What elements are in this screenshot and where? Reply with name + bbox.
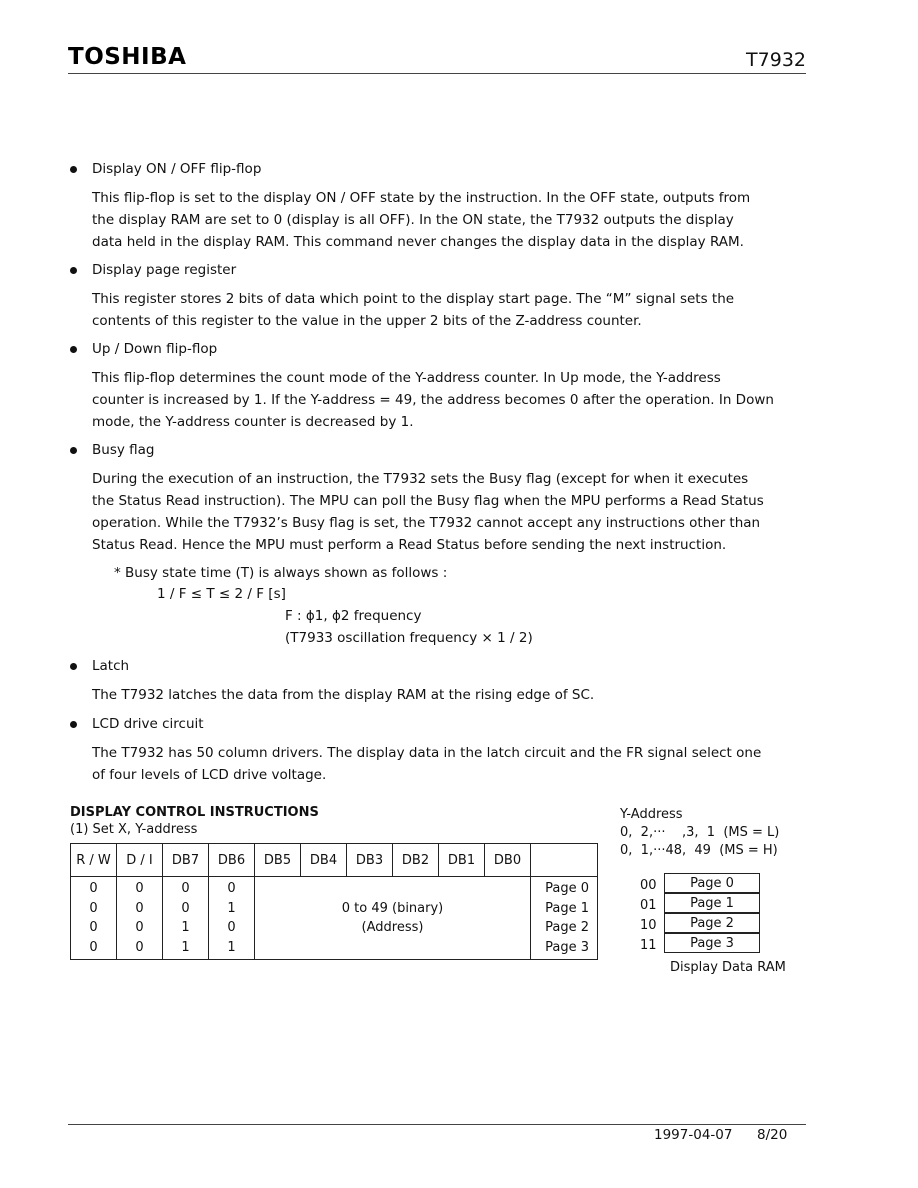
page-label: Page 0 xyxy=(545,881,589,896)
y-address-title: Y-Address xyxy=(620,807,683,822)
body-line: This flip-flop is set to the display ON / OFF state by the instruction. In the OFF state, outputs from xyxy=(92,190,751,206)
footer-page-number: 8/20 xyxy=(757,1127,788,1143)
part-number: T7932 xyxy=(746,49,806,71)
bullet-icon xyxy=(70,267,77,274)
instructions-heading: DISPLAY CONTROL INSTRUCTIONS xyxy=(70,805,319,820)
section-body xyxy=(92,468,804,556)
bullet-icon xyxy=(70,166,77,173)
section-title: LCD drive circuit xyxy=(92,716,204,732)
busy-note-line4: (T7933 oscillation frequency × 1 / 2) xyxy=(285,630,533,646)
section-title: Latch xyxy=(92,658,130,674)
rw-cell xyxy=(71,877,117,960)
y-address-ms-l: 0, 2,··· ,3, 1 (MS = L) xyxy=(620,825,780,840)
body-line: During the execution of an instruction, the T7932 sets the Busy flag (except for when it executes xyxy=(92,471,749,487)
instructions-subheading: (1) Set X, Y-address xyxy=(70,822,198,837)
body-line: data held in the display RAM. This command never changes the display data in the display RAM. xyxy=(92,234,744,250)
bullet-icon xyxy=(70,663,77,670)
page-code: 11 xyxy=(640,938,657,953)
column-header: DB4 xyxy=(301,844,347,877)
page-cell xyxy=(531,877,598,960)
bit-value: 0 xyxy=(135,939,144,955)
bullet-icon xyxy=(70,346,77,353)
page-label: Page 3 xyxy=(545,939,589,955)
column-header: DB3 xyxy=(347,844,393,877)
body-line: This flip-flop determines the count mode of the Y-address counter. In Up mode, the Y-address xyxy=(92,370,721,386)
ram-page-box: Page 3 xyxy=(664,933,760,953)
column-header: DB0 xyxy=(485,844,531,877)
bit-value: 0 xyxy=(89,939,98,955)
body-line: operation. While the T7932’s Busy flag is set, the T7932 cannot accept any instructions other than xyxy=(92,515,761,531)
bit-value: 0 xyxy=(89,881,98,896)
body-line: the display RAM are set to 0 (display is all OFF). In the ON state, the T7932 outputs the display xyxy=(92,212,734,228)
bit-value: 0 xyxy=(135,900,144,916)
column-header: D / I xyxy=(117,844,163,877)
page-label: Page 1 xyxy=(545,900,589,916)
body-line: Status Read. Hence the MPU must perform a Read Status before sending the next instruction. xyxy=(92,537,727,553)
section-body xyxy=(92,684,804,706)
bit-value: 0 xyxy=(227,920,236,935)
busy-note-line1: * Busy state time (T) is always shown as follows : xyxy=(114,565,448,581)
section-title: Display page register xyxy=(92,262,237,278)
section-display-onoff xyxy=(68,158,808,253)
table-header-row xyxy=(71,844,598,877)
footer-rule xyxy=(68,1124,806,1125)
body-line: The T7932 latches the data from the display RAM at the rising edge of SC. xyxy=(92,687,595,703)
section-updown xyxy=(68,338,808,433)
bit-value: 0 xyxy=(227,881,236,896)
bit-value: 0 xyxy=(181,881,190,896)
bit-value: 0 xyxy=(135,881,144,896)
body-line: The T7932 has 50 column drivers. The display data in the latch circuit and the FR signal select one xyxy=(92,745,762,761)
body-line: counter is increased by 1. If the Y-address = 49, the address becomes 0 after the operation. In Down xyxy=(92,392,774,408)
section-latch xyxy=(68,655,808,706)
bit-value: 1 xyxy=(181,939,190,955)
section-page-register xyxy=(68,259,808,332)
bit-value: 1 xyxy=(227,939,236,955)
table-row xyxy=(71,877,598,960)
ram-page-box: Page 2 xyxy=(664,913,760,933)
body-line: the Status Read instruction). The MPU can poll the Busy flag when the MPU performs a Read Status xyxy=(92,493,764,509)
address-cell xyxy=(255,877,531,960)
body-line: mode, the Y-address counter is decreased by 1. xyxy=(92,414,414,430)
address-label: (Address) xyxy=(361,920,424,935)
section-title: Up / Down flip-flop xyxy=(92,341,218,357)
page-label: Page 2 xyxy=(545,920,589,935)
bullet-icon xyxy=(70,721,77,728)
header-rule xyxy=(68,73,806,74)
body-line: of four levels of LCD drive voltage. xyxy=(92,767,327,783)
section-lcd-drive xyxy=(68,713,808,786)
page-code: 01 xyxy=(640,898,657,913)
brand-logo: TOSHIBA xyxy=(68,44,187,70)
bit-value: 0 xyxy=(89,920,98,935)
bit-value: 1 xyxy=(181,920,190,935)
column-header: DB7 xyxy=(163,844,209,877)
section-title: Display ON / OFF flip-flop xyxy=(92,161,262,177)
footer-date: 1997-04-07 xyxy=(654,1127,733,1143)
column-header: R / W xyxy=(71,844,117,877)
page-code: 00 xyxy=(640,878,657,893)
page-code: 10 xyxy=(640,918,657,933)
ram-caption: Display Data RAM xyxy=(670,960,786,975)
section-body xyxy=(92,288,804,332)
address-range: 0 to 49 (binary) xyxy=(341,900,444,916)
busy-note-line2: 1 / F ≤ T ≤ 2 / F [s] xyxy=(157,586,286,602)
section-body xyxy=(92,742,804,786)
body-line: This register stores 2 bits of data which point to the display start page. The “M” signal sets the xyxy=(92,291,735,307)
ram-page-box: Page 0 xyxy=(664,873,760,893)
section-body xyxy=(92,187,804,253)
y-address-ms-h: 0, 1,···48, 49 (MS = H) xyxy=(620,843,778,858)
column-header: DB1 xyxy=(439,844,485,877)
bit-value: 1 xyxy=(227,900,236,916)
section-title: Busy flag xyxy=(92,442,155,458)
db7-cell xyxy=(163,877,209,960)
bullet-icon xyxy=(70,447,77,454)
column-header: DB6 xyxy=(209,844,255,877)
body-line: contents of this register to the value in the upper 2 bits of the Z-address counter. xyxy=(92,313,642,329)
column-header: DB5 xyxy=(255,844,301,877)
busy-note-line3: F : ϕ1, ϕ2 frequency xyxy=(285,608,422,624)
bit-value: 0 xyxy=(181,900,190,916)
db6-cell xyxy=(209,877,255,960)
ram-page-box: Page 1 xyxy=(664,893,760,913)
section-busy-flag xyxy=(68,439,808,556)
section-body xyxy=(92,367,804,433)
column-header: DB2 xyxy=(393,844,439,877)
set-xy-address-table xyxy=(70,843,598,960)
column-header xyxy=(531,844,598,877)
bit-value: 0 xyxy=(135,920,144,935)
di-cell xyxy=(117,877,163,960)
bit-value: 0 xyxy=(89,900,98,916)
